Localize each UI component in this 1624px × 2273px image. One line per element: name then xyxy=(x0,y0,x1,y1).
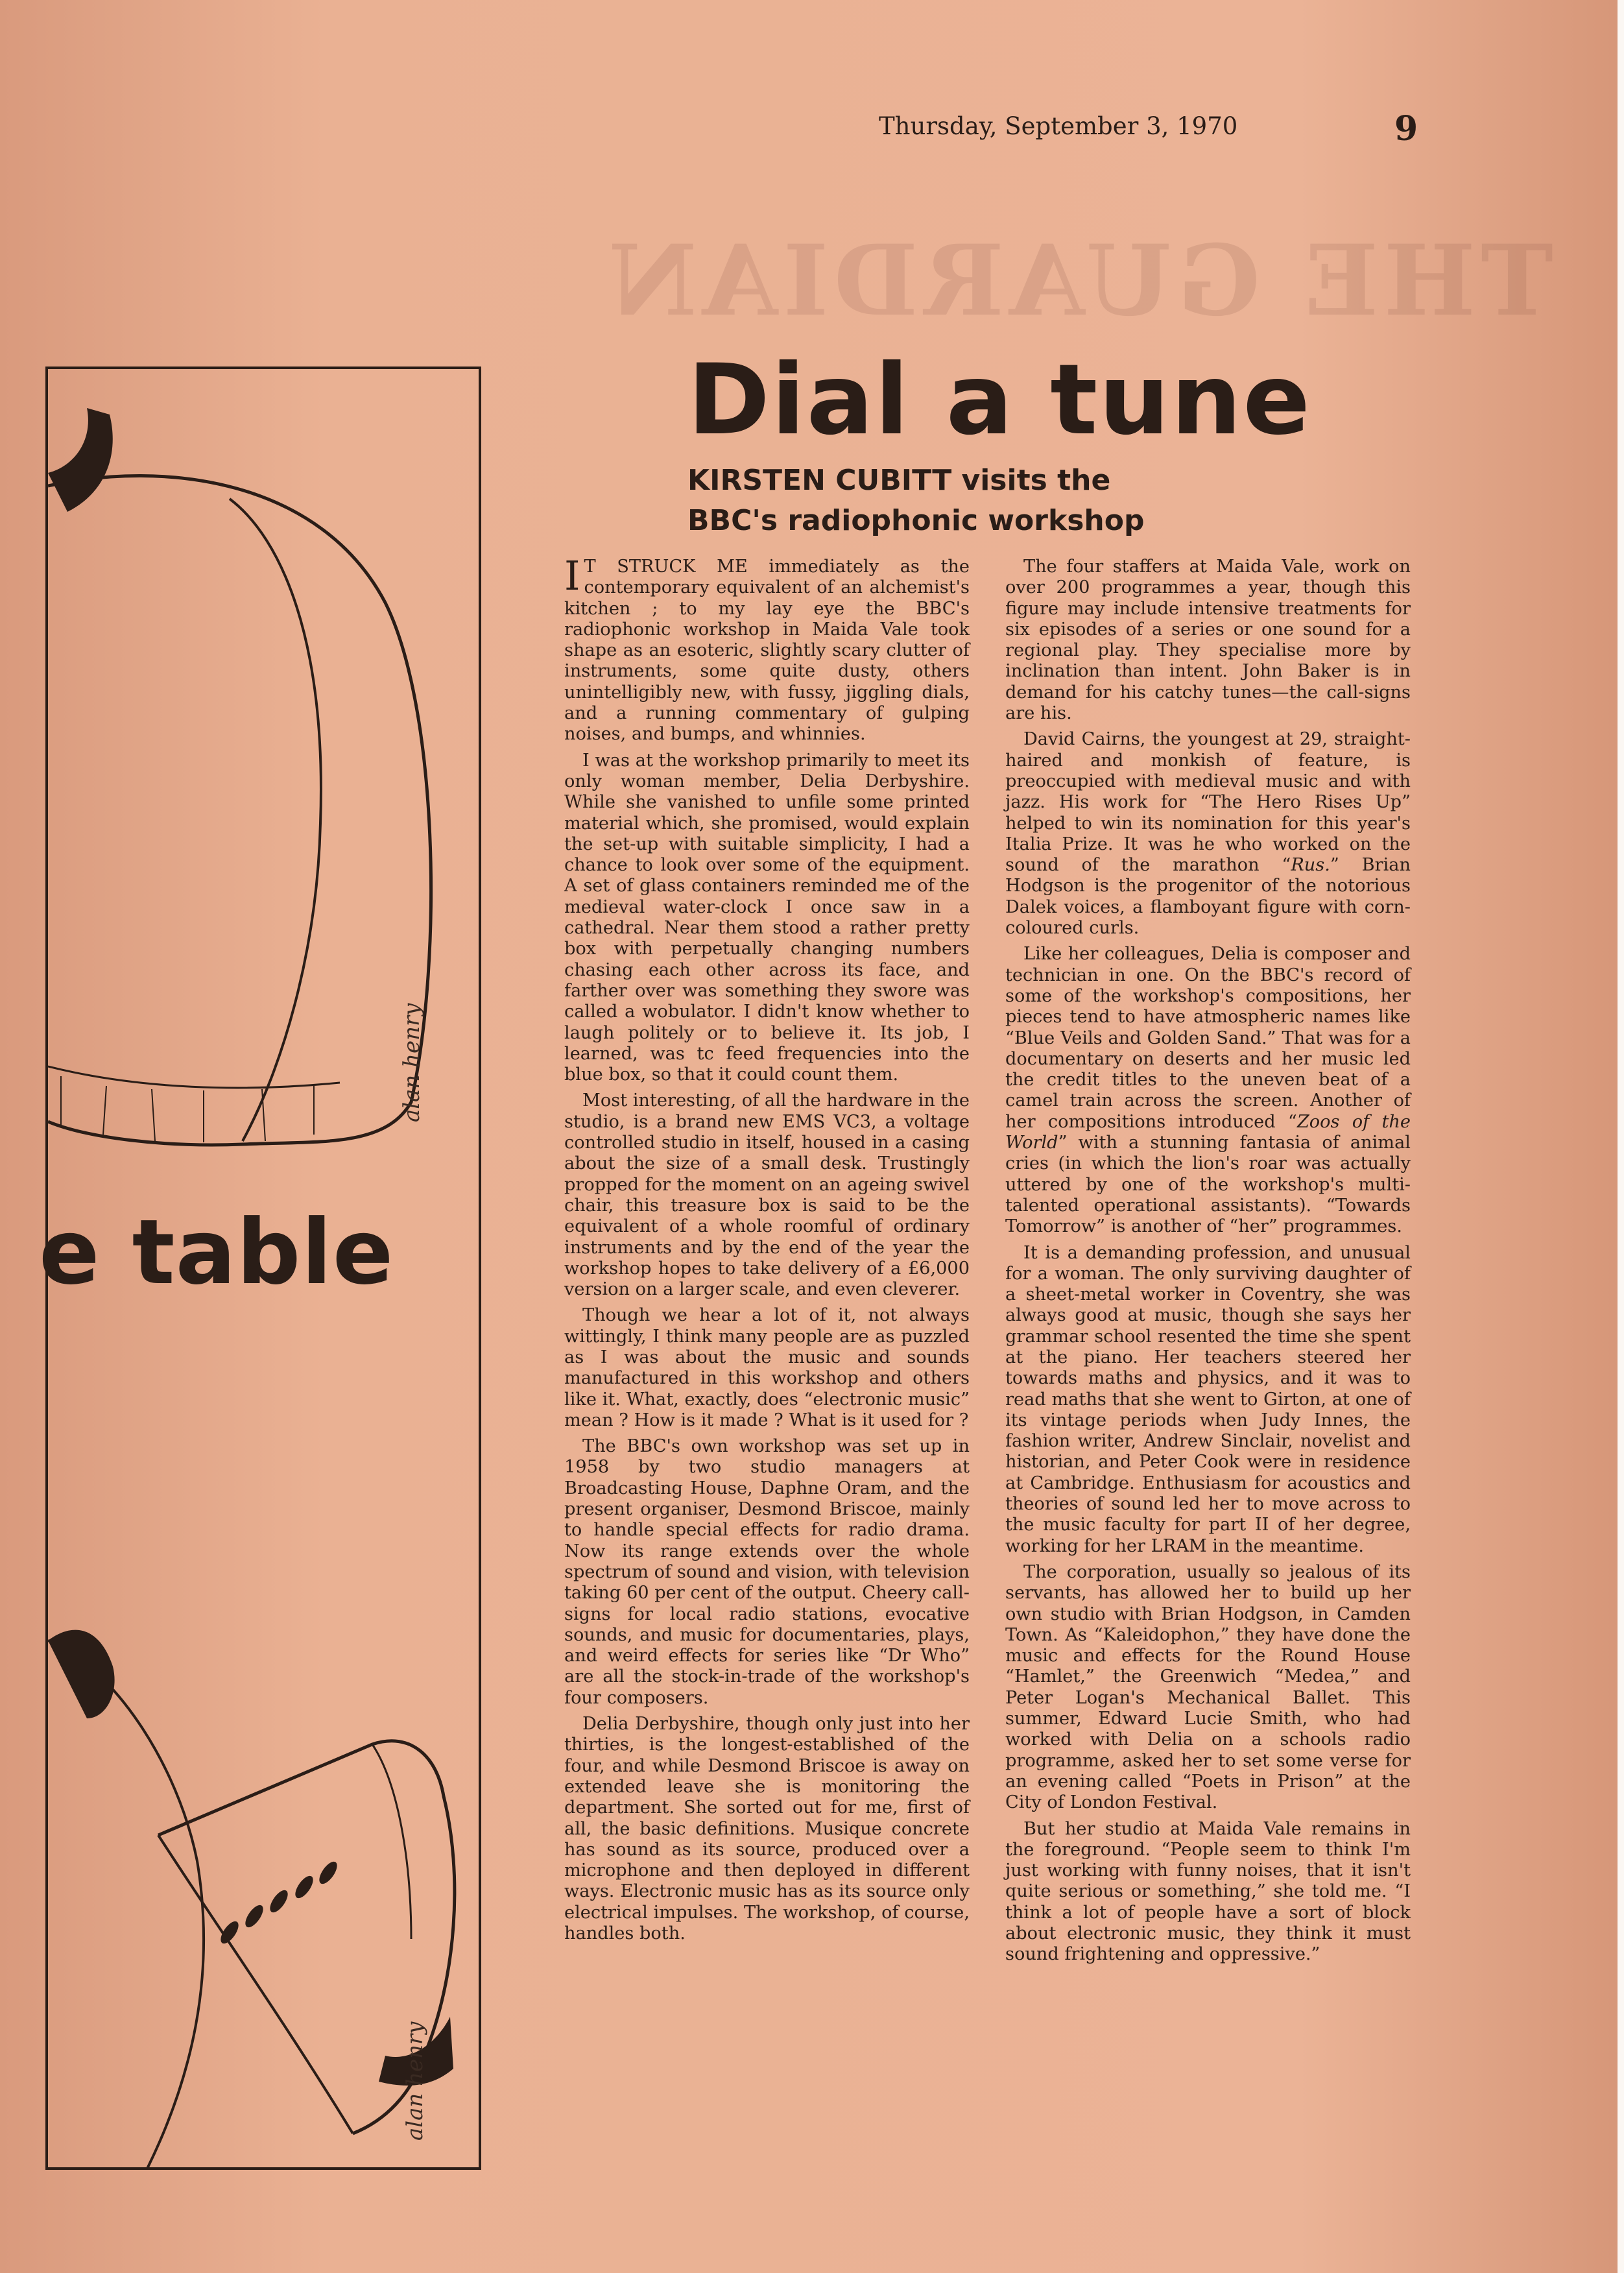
article-paragraph: The corporation, usually so jealous of its servants, has allowed her to build up her own studio with Brian Hodgson, in Camden Town. As “Kaleidophon,” they have done the music and effects for the Round House “Hamlet,” the Greenwich “Medea,” and Peter Logan's Mechanical Ballet. This summer, Edward Lucie Smith, who had worked with Delia on a schools radio programme, asked her to set some verse for an evening called “Poets in Prison” at the City of London Festival. xyxy=(1005,1561,1411,1813)
article-paragraph: Most interesting, of all the hardware in the studio, is a brand new EMS VC3, a voltage controlled studio in itself, housed in a casing about the size of a small desk. Trustingly propped for the moment on an ageing swivel chair, this treasure box is said to be the equivalent of a whole roomful of ordinary instruments and by the end of the year the workshop hopes to take delivery of a £6,000 version on a larger scale, and even cleverer. xyxy=(564,1090,970,1300)
paragraph-text: ” with a stunning fantasia of animal cries (in which the lion's roar was actually uttered by one of the workshop's multi-talented operational assistants). “Towards Tomorrow” is another of “her” programmes. xyxy=(1005,1133,1411,1237)
show-through-masthead: THE GUARDIAN xyxy=(603,224,1553,338)
article-paragraph: The BBC's own workshop was set up in 1958 by two studio managers at Broadcasting House, Daphne Oram, and the present organiser, Desmond Briscoe, mainly to handle special effects for radio drama. Now its range extends over the whole spectrum of sound and vision, with television taking 60 per cent of the output. Cheery call-signs for local radio stations, evocative sounds, and music for documentaries, plays, and weird effects for series like “Dr Who” are all the stock-in-trade of the workshop's four composers. xyxy=(564,1436,970,1708)
paragraph-text: Like her colleagues, Delia is composer and technician in one. On the BBC's record of some of the workshop's compositions, her pieces tend to have atmospheric names like “Blue Veils and Golden Sand.” That was for a documentary on deserts and her music led the credit titles to the uneven beat of a camel train across the screen. Another of her compositions introduced “ xyxy=(1005,944,1411,1132)
emphasis-text: Rus. xyxy=(1291,855,1330,876)
emphasis-text: Zoos of the World xyxy=(1005,1111,1411,1153)
article-column-2 xyxy=(1005,557,1411,1971)
drop-cap: I xyxy=(564,552,580,599)
article-paragraph: Though we hear a lot of it, not always wittingly, I think many people are as puzzled as I was about the music and sounds manufactured in this workshop and others like it. What, exactly, does “electronic music” mean ? How is it made ? What is it used for ? xyxy=(564,1305,970,1430)
page-number: 9 xyxy=(1394,109,1418,149)
article-paragraph xyxy=(1005,944,1411,1237)
illustrator-signature-lower: alan henry xyxy=(402,2021,428,2141)
paragraph-text: T STRUCK ME immediately as the contemporary equivalent of an alchemist's kitchen ; to my lay eye the BBC's radiophonic workshop in Maida Vale took shape as an esoteric, slightly scary clutter of instruments, some quite dusty, others unintelligibly new, with fussy, jiggling dials, and a running commentary of gulping noises, and bumps, and whinnies. xyxy=(564,557,970,745)
article-paragraph: It is a demanding profession, and unusual for a woman. The only surviving daughter of a sheet-metal worker in Coventry, she was always good at music, though she says her grammar school resented the time she spent at the piano. Her teachers steered her towards maths and physics, and it was to read maths that she went to Girton, at one of its vintage periods when Judy Innes, the fashion writer, Andrew Sinclair, novelist and historian, and Peter Cook were in residence at Cambridge. Enthusiasm for acoustics and theories of sound led her to move across to the music faculty for part II of her degree, working for her LRAM in the meantime. xyxy=(1005,1242,1411,1556)
article-paragraph: Delia Derbyshire, though only just into her thirties, is the longest-established of the four, and while Desmond Briscoe is away on extended leave she is monitoring the department. She sorted out for me, first of all, the basic definitions. Musique concrete has sound as its source, produced over a microphone and then deployed in different ways. Electronic music has as its source only electrical impulses. The workshop, of course, handles both. xyxy=(564,1714,970,1943)
page-date: Thursday, September 3, 1970 xyxy=(879,112,1238,140)
article-paragraph xyxy=(1005,729,1411,939)
article-column-1 xyxy=(564,552,970,1949)
article-paragraph: I was at the workshop primarily to meet its only woman member, Delia Derbyshire. While she vanished to unfile some printed material which, she promised, would explain the set-up with suitable simplicity, I had a chance to look over some of the equipment. A set of glass containers reminded me of the medieval water-clock I once saw in a cathedral. Near them stood a rather pretty box with perpetually changing numbers chasing each other across its face, and farther over was something they swore was called a wobulator. I didn't know whether to laugh politely or to believe it. Its job, I learned, was tc feed frequencies into the blue box, so that it could count them. xyxy=(564,750,970,1085)
illustrator-signature: alan henry xyxy=(399,1003,425,1122)
article-headline: Dial a tune xyxy=(687,344,1312,457)
standfirst-line: KIRSTEN CUBITT visits the xyxy=(687,464,1111,497)
paragraph-text: ” Brian Hodgson is the progenitor of the notorious Dalek voices, a flamboyant figure with corn-coloured curls. xyxy=(1005,855,1411,939)
illustration-headline-fragment: e table xyxy=(39,1200,394,1305)
article-paragraph: The four staffers at Maida Vale, work on over 200 programmes a year, though this figure may include intensive treatments for six episodes of a series or one sound for a regional play. They specialise more by inclination than intent. John Baker is in demand for his catchy tunes—the call-signs are his. xyxy=(1005,557,1411,724)
paragraph-text: David Cairns, the youngest at 29, straight-haired and monkish of feature, is preoccupied with medieval music and with jazz. His work for “The Hero Rises Up” helped to win its nomination for this year's Italia Prize. It was he who worked on the sound of the marathon “ xyxy=(1005,729,1411,876)
page-edge xyxy=(1618,0,1624,2273)
article-paragraph: But her studio at Maida Vale remains in the foreground. “People seem to think I'm just working with funny noises, that it isn't quite serious or something,” she told me. “I think a lot of people have a sort of block about electronic music, they think it must sound frightening and oppressive.” xyxy=(1005,1818,1411,1965)
standfirst-line: BBC's radiophonic workshop xyxy=(687,504,1145,537)
article-paragraph xyxy=(564,552,970,745)
article-standfirst xyxy=(687,461,1144,541)
